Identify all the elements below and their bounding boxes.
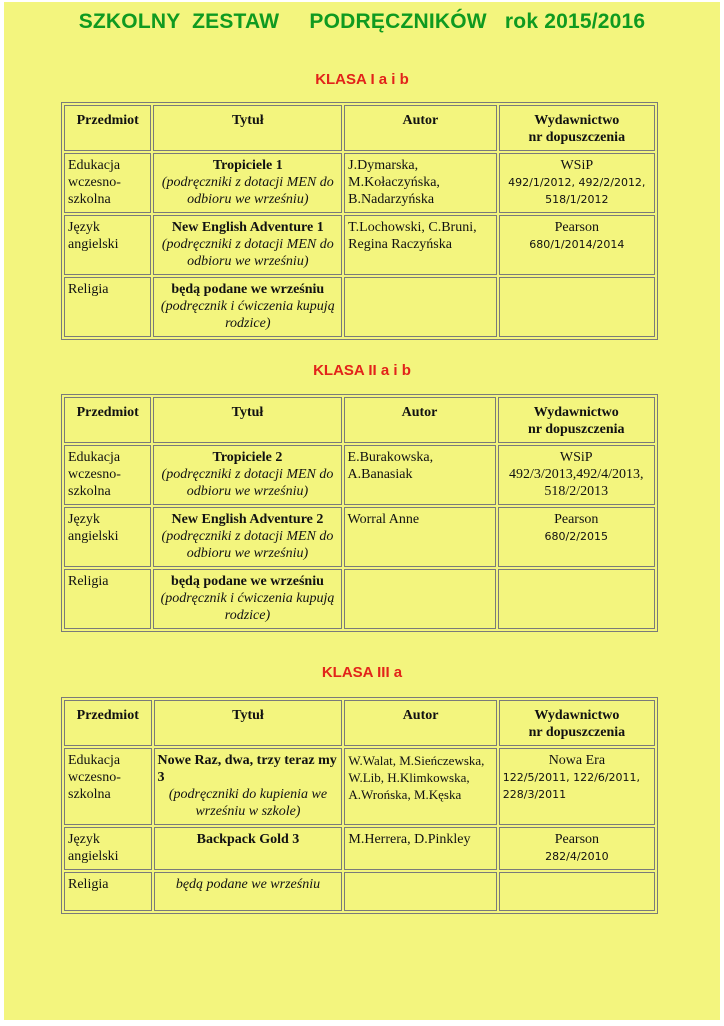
header-publisher: Wydawnictwo nr dopuszczenia <box>499 700 655 746</box>
publisher-cell <box>499 872 655 911</box>
title-cell: New English Adventure 1 (podręczniki z dotacji MEN do odbioru we wrześniu) <box>153 215 342 275</box>
table-header-row <box>64 700 655 746</box>
title-cell: New English Adventure 2 (podręczniki z dotacji MEN do odbioru we wrześniu) <box>153 507 341 567</box>
table-header-row <box>64 397 655 443</box>
publisher-cell <box>498 569 656 629</box>
textbook-table <box>61 394 658 632</box>
author-cell: Worral Anne <box>344 507 496 567</box>
title-cell: Tropiciele 2 (podręczniki z dotacji MEN do odbioru we wrześniu) <box>153 445 341 505</box>
table-row <box>64 569 655 629</box>
header-title: Tytuł <box>153 105 342 151</box>
table-row <box>64 277 655 337</box>
subject-cell: Religia <box>64 277 151 337</box>
publisher-cell <box>499 277 655 337</box>
publisher-cell: Pearson 680/2/2015 <box>498 507 656 567</box>
publisher-cell: Pearson 680/1/2014/2014 <box>499 215 655 275</box>
publisher-cell: Pearson 282/4/2010 <box>499 827 655 870</box>
author-cell: E.Burakowska, A.Banasiak <box>344 445 496 505</box>
header-author: Autor <box>344 105 496 151</box>
subject-cell: Religia <box>64 872 152 911</box>
header-title: Tytuł <box>154 700 343 746</box>
subject-cell: Edukacja wczesno-szkolna <box>64 153 151 213</box>
header-publisher: Wydawnictwo nr dopuszczenia <box>498 397 656 443</box>
class-heading: KLASA II a i b <box>313 362 411 379</box>
table-row <box>64 872 655 911</box>
title-cell: będą podane we wrześniu <box>154 872 343 911</box>
header-publisher: Wydawnictwo nr dopuszczenia <box>499 105 655 151</box>
table-row <box>64 445 655 505</box>
title-cell: Nowe Raz, dwa, trzy teraz my 3 (podręczniki do kupienia we wrześniu w szkole) <box>154 748 343 825</box>
header-subject: Przedmiot <box>64 397 151 443</box>
class-heading: KLASA III a <box>321 664 403 681</box>
table-row <box>64 827 655 870</box>
textbook-table <box>61 697 658 914</box>
class-heading: KLASA I a i b <box>315 71 409 88</box>
document-page <box>4 2 720 1020</box>
header-author: Autor <box>344 397 496 443</box>
title-cell: Backpack Gold 3 <box>154 827 343 870</box>
author-cell <box>344 872 496 911</box>
header-subject: Przedmiot <box>64 700 152 746</box>
header-title: Tytuł <box>153 397 341 443</box>
author-cell <box>344 277 496 337</box>
publisher-cell: Nowa Era 122/5/2011, 122/6/2011, 228/3/2011 <box>499 748 655 825</box>
publisher-cell: WSiP 492/3/2013,492/4/2013, 518/2/2013 <box>498 445 656 505</box>
author-cell <box>344 569 496 629</box>
page-title: SZKOLNY ZESTAW PODRĘCZNIKÓW rok 2015/2016 <box>78 10 646 33</box>
subject-cell: Język angielski <box>64 827 152 870</box>
title-cell: będą podane we wrześniu (podręcznik i ćwiczenia kupują rodzice) <box>153 277 342 337</box>
subject-cell: Religia <box>64 569 151 629</box>
subject-cell: Edukacja wczesno-szkolna <box>64 748 152 825</box>
title-cell: będą podane we wrześniu (podręcznik i ćwiczenia kupują rodzice) <box>153 569 341 629</box>
table-row <box>64 507 655 567</box>
table-header-row <box>64 105 655 151</box>
header-subject: Przedmiot <box>64 105 151 151</box>
subject-cell: Edukacja wczesno-szkolna <box>64 445 151 505</box>
title-cell: Tropiciele 1 (podręczniki z dotacji MEN do odbioru we wrześniu) <box>153 153 342 213</box>
table-row <box>64 748 655 825</box>
author-cell: T.Lochowski, C.Bruni, Regina Raczyńska <box>344 215 496 275</box>
publisher-cell: WSiP 492/1/2012, 492/2/2012, 518/1/2012 <box>499 153 655 213</box>
author-cell: W.Walat, M.Sieńczewska, W.Lib, H.Klimkowska, A.Wrońska, M.Kęska <box>344 748 496 825</box>
author-cell: M.Herrera, D.Pinkley <box>344 827 496 870</box>
header-author: Autor <box>344 700 496 746</box>
author-cell: J.Dymarska, M.Kołaczyńska, B.Nadarzyńska <box>344 153 496 213</box>
subject-cell: Język angielski <box>64 507 151 567</box>
table-row <box>64 215 655 275</box>
textbook-table <box>61 102 658 340</box>
table-row <box>64 153 655 213</box>
subject-cell: Język angielski <box>64 215 151 275</box>
